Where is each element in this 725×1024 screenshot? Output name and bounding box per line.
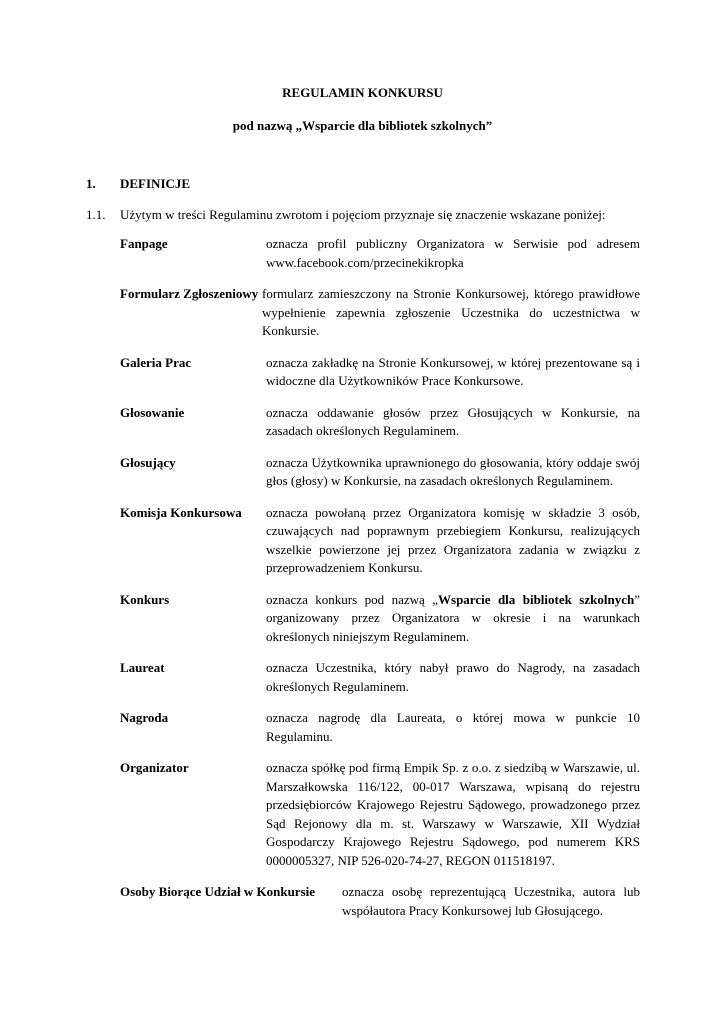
- definition-term: Galeria Prac: [120, 354, 192, 370]
- definition-term: Laureat: [120, 660, 165, 675]
- section-number: 1.: [86, 176, 96, 191]
- definition-item: [120, 659, 640, 696]
- definition-description: oznacza profil publiczny Organizatora w Serwisie pod adresem www.facebook.com/przecinekikropka: [266, 236, 640, 270]
- definition-item: [120, 354, 640, 391]
- definition-description: oznacza spółkę pod firmą Empik Sp. z o.o. z siedzibą w Warszawie, ul. Marszałkowska 116/122, 00-017 Warszawa, wpisaną do rejestru przedsiębiorców Krajowego Rejestru Sądowego, prowadzonego przez Sąd Rejonowy dla m. st. Warszawy w Warszawie, XII Wydział Gospodarczy Krajowego Rejestru Sądowego, pod numerem KRS 0000005327, NIP 526-020-74-27, REGON 011518197.: [266, 760, 640, 868]
- definition-description: [266, 591, 640, 647]
- definition-item: [120, 235, 640, 272]
- definition-term: Osoby Biorące Udział w Konkursie: [120, 884, 316, 899]
- definition-description: oznacza oddawanie głosów przez Głosujących w Konkursie, na zasadach określonych Regulaminem.: [266, 404, 640, 438]
- definition-description: oznacza zakładkę na Stronie Konkursowej, w której prezentowane są i widoczne dla Użytkowników Prace Konkursowe.: [266, 354, 640, 388]
- definition-item: [120, 709, 640, 746]
- clause-text: Użytym w treści Regulaminu zwrotom i pojęciom przyznaje się znaczenie wskazane poniżej:: [120, 207, 606, 222]
- definition-item: [120, 404, 640, 441]
- definition-term: Głosowanie: [120, 404, 185, 420]
- definition-term: Organizator: [120, 760, 189, 775]
- definition-description: oznacza Użytkownika uprawnionego do głosowania, który oddaje swój głos (głosy) w Konkursie, na zasadach określonych Regulaminem.: [266, 454, 640, 488]
- definition-term: Głosujący: [120, 454, 176, 470]
- definition-term: Konkurs: [120, 591, 170, 607]
- definition-description: oznacza Uczestnika, który nabył prawo do Nagrody, na zasadach określonych Regulaminem.: [266, 660, 640, 694]
- definition-description: oznacza osobę reprezentującą Uczestnika, autora lub współautora Pracy Konkursowej lub Głosującego.: [342, 884, 640, 918]
- contest-name: Wsparcie dla bibliotek szkolnych: [438, 591, 635, 607]
- definition-term: Fanpage: [120, 236, 168, 251]
- definition-item: [120, 454, 640, 491]
- document-title: REGULAMIN KONKURSU: [282, 85, 443, 100]
- definition-term: Komisja Konkursowa: [120, 504, 242, 520]
- definition-description: oznacza powołaną przez Organizatora komisję w składzie 3 osób, czuwających nad poprawnym przebiegiem Konkursu, realizujących wszelkie powierzone jej przez Organizatora zadania w związku z przeprowadzeniem Konkursu.: [266, 504, 640, 575]
- section-title: DEFINICJE: [120, 176, 191, 191]
- definition-item: [120, 883, 640, 920]
- definition-description: formularz zamieszczony na Stronie Konkursowej, którego prawidłowe wypełnienie zapewnia zgłoszenie Uczestnika do uczestnictwa w Konkursie.: [262, 286, 640, 338]
- definition-item: [120, 285, 640, 341]
- clause-number: 1.1.: [86, 207, 106, 222]
- definition-item: [120, 591, 640, 647]
- definition-description-post: ” organizowany przez Organizatora w okresie i na warunkach określonych niniejszym Regulaminem.: [266, 591, 640, 644]
- document-subtitle: pod nazwą „Wsparcie dla bibliotek szkolnych”: [232, 118, 493, 133]
- definition-description: oznacza nagrodę dla Laureata, o której mowa w punkcie 10 Regulaminu.: [266, 710, 640, 744]
- definition-item: [120, 504, 640, 578]
- definition-term: Nagroda: [120, 710, 169, 725]
- definition-term: Formularz Zgłoszeniowy: [120, 286, 259, 301]
- definition-item: [120, 759, 640, 870]
- definitions-list: [120, 235, 640, 933]
- definition-description-pre: oznacza konkurs pod nazwą „: [266, 591, 439, 607]
